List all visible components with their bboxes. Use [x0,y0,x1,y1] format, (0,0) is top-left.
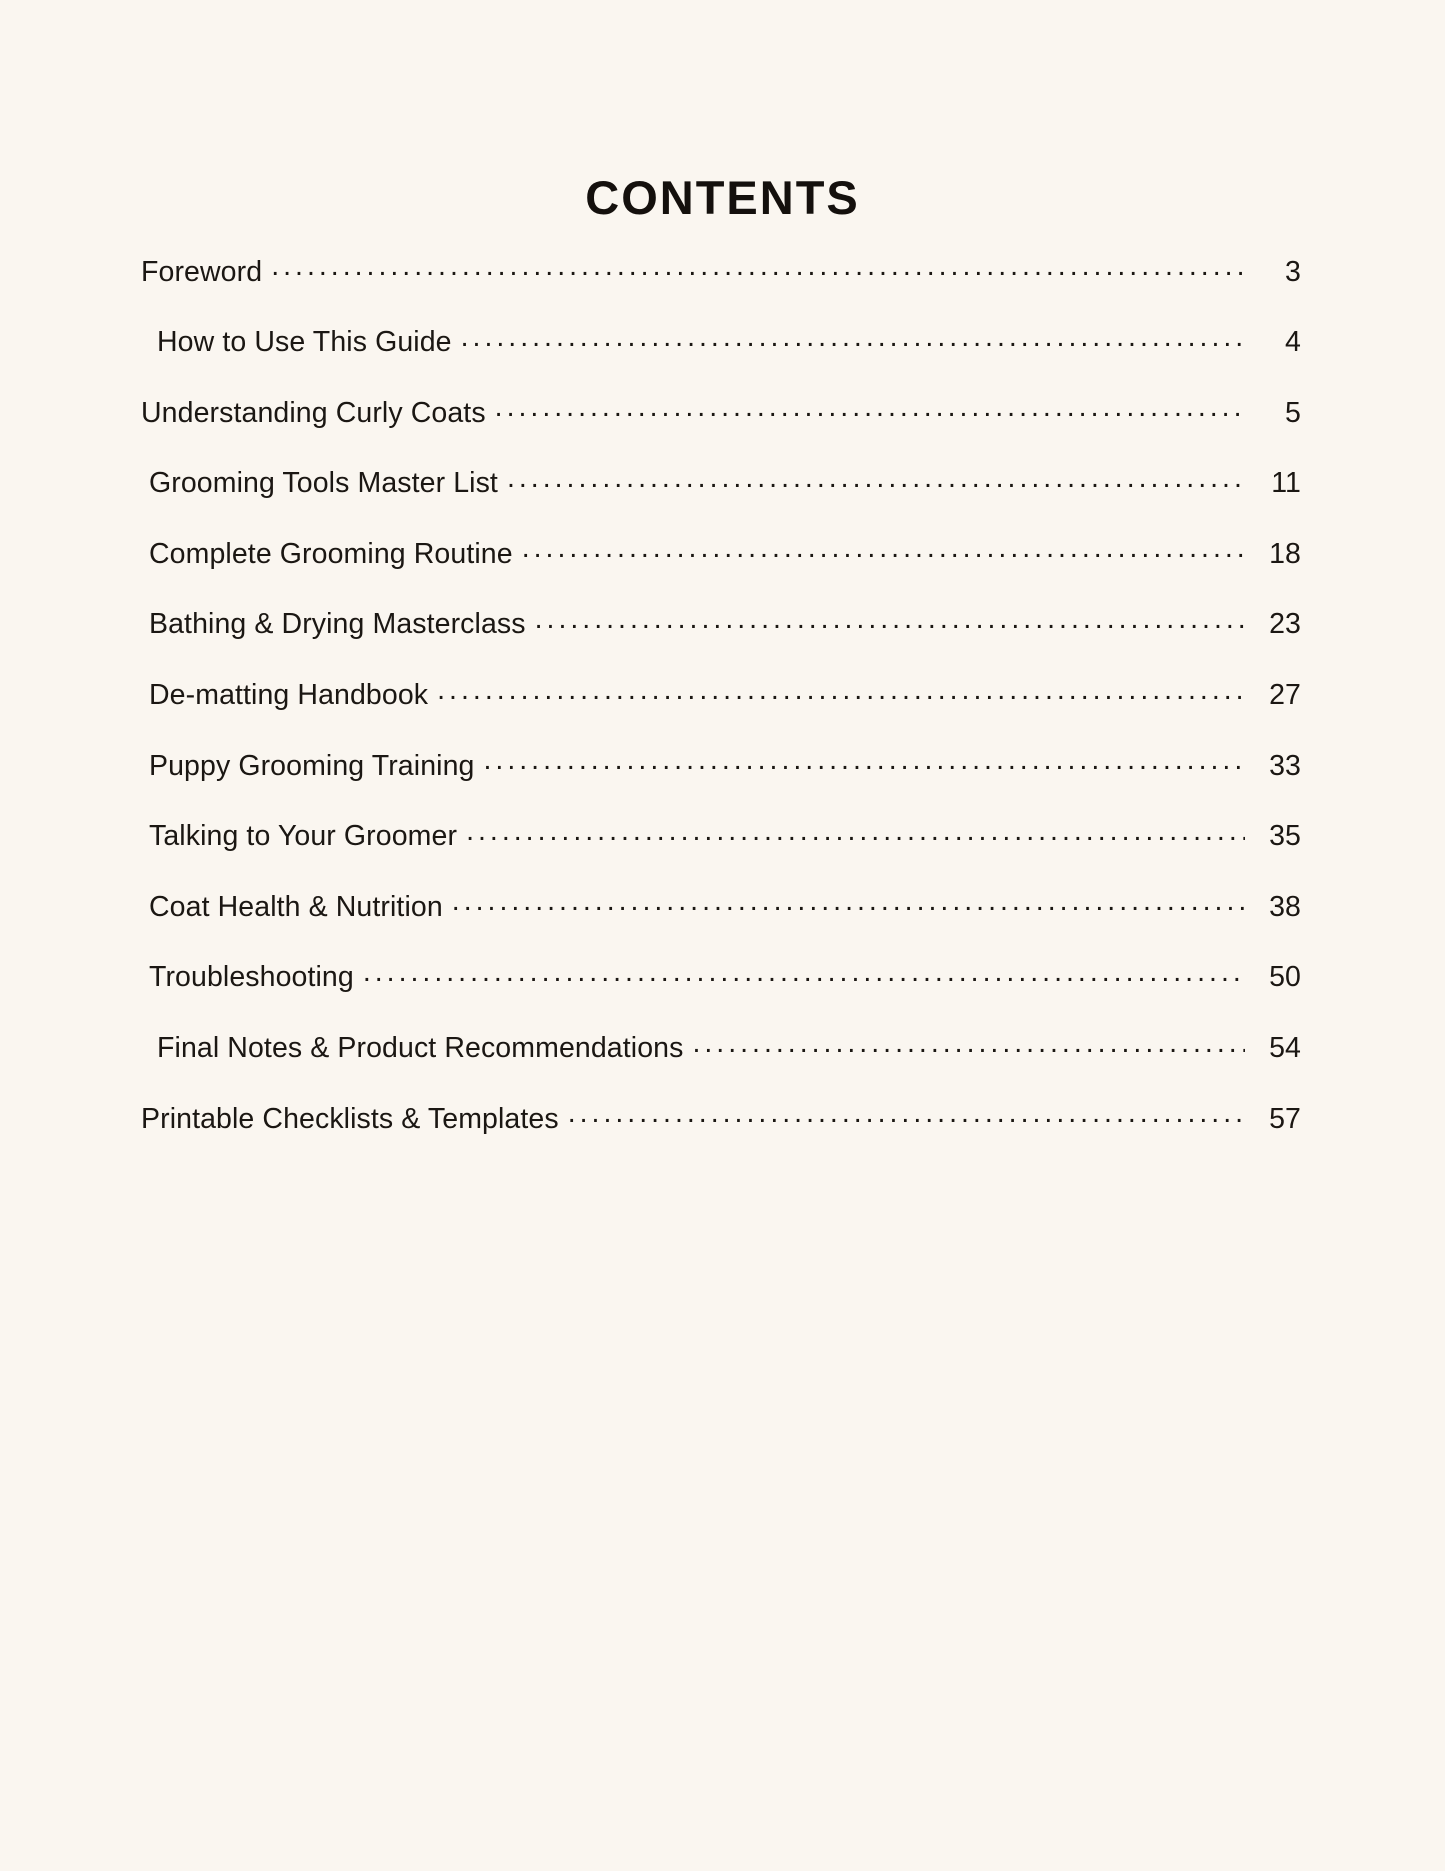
toc-page-number: 18 [1269,537,1301,570]
toc-page-number: 57 [1269,1102,1301,1135]
toc-entry-label: Coat Health & Nutrition [149,890,443,923]
toc-entry-label: How to Use This Guide [157,326,452,359]
toc-dot-leader [495,393,1245,422]
toc-page-number: 33 [1269,749,1301,782]
toc-page-number: 54 [1269,1032,1301,1065]
toc-dot-leader [461,323,1245,352]
toc-dot-leader [452,887,1245,916]
toc-entry[interactable] [141,1029,1301,1100]
toc-entry-label: Understanding Curly Coats [141,396,486,429]
toc-entry[interactable] [141,887,1301,958]
toc-dot-leader [271,252,1245,281]
toc-page-number: 50 [1269,961,1301,994]
toc-dot-leader [363,958,1245,987]
toc-entry-label: Printable Checklists & Templates [141,1102,559,1135]
toc-entry-label: Bathing & Drying Masterclass [149,608,526,641]
toc-dot-leader [483,746,1245,775]
toc-page-number: 11 [1271,467,1301,500]
toc-entry[interactable] [141,323,1301,394]
toc-dot-leader [535,605,1245,634]
toc-dot-leader [466,817,1245,846]
toc-page-number: 27 [1269,679,1301,712]
toc-page-number: 4 [1285,326,1301,359]
toc-entry[interactable] [141,1099,1301,1170]
toc-entry-label: Grooming Tools Master List [149,467,498,500]
toc-dot-leader [522,534,1245,563]
table-of-contents [141,252,1301,1170]
toc-entry[interactable] [141,252,1301,323]
toc-entry-label: Complete Grooming Routine [149,537,513,570]
toc-entry-label: Foreword [141,255,263,288]
toc-entry[interactable] [141,676,1301,747]
toc-dot-leader [437,676,1245,705]
toc-dot-leader [507,464,1245,493]
toc-entry[interactable] [141,464,1301,535]
toc-dot-leader [692,1029,1245,1058]
toc-page-number: 5 [1285,396,1301,429]
toc-entry[interactable] [141,958,1301,1029]
toc-entry-label: De-matting Handbook [149,679,429,712]
page-title: CONTENTS [585,171,860,225]
toc-page-number: 23 [1269,608,1301,641]
toc-page-number: 35 [1269,820,1301,853]
toc-dot-leader [568,1099,1245,1128]
toc-page-number: 3 [1285,255,1301,288]
toc-page-number: 38 [1269,890,1301,923]
toc-entry[interactable] [141,746,1301,817]
toc-entry-label: Puppy Grooming Training [149,749,475,782]
toc-entry-label: Troubleshooting [149,961,354,994]
toc-entry-label: Talking to Your Groomer [149,820,458,853]
toc-entry[interactable] [141,817,1301,888]
toc-entry[interactable] [141,534,1301,605]
toc-entry-label: Final Notes & Product Recommendations [157,1032,684,1065]
toc-entry[interactable] [141,605,1301,676]
toc-entry[interactable] [141,393,1301,464]
